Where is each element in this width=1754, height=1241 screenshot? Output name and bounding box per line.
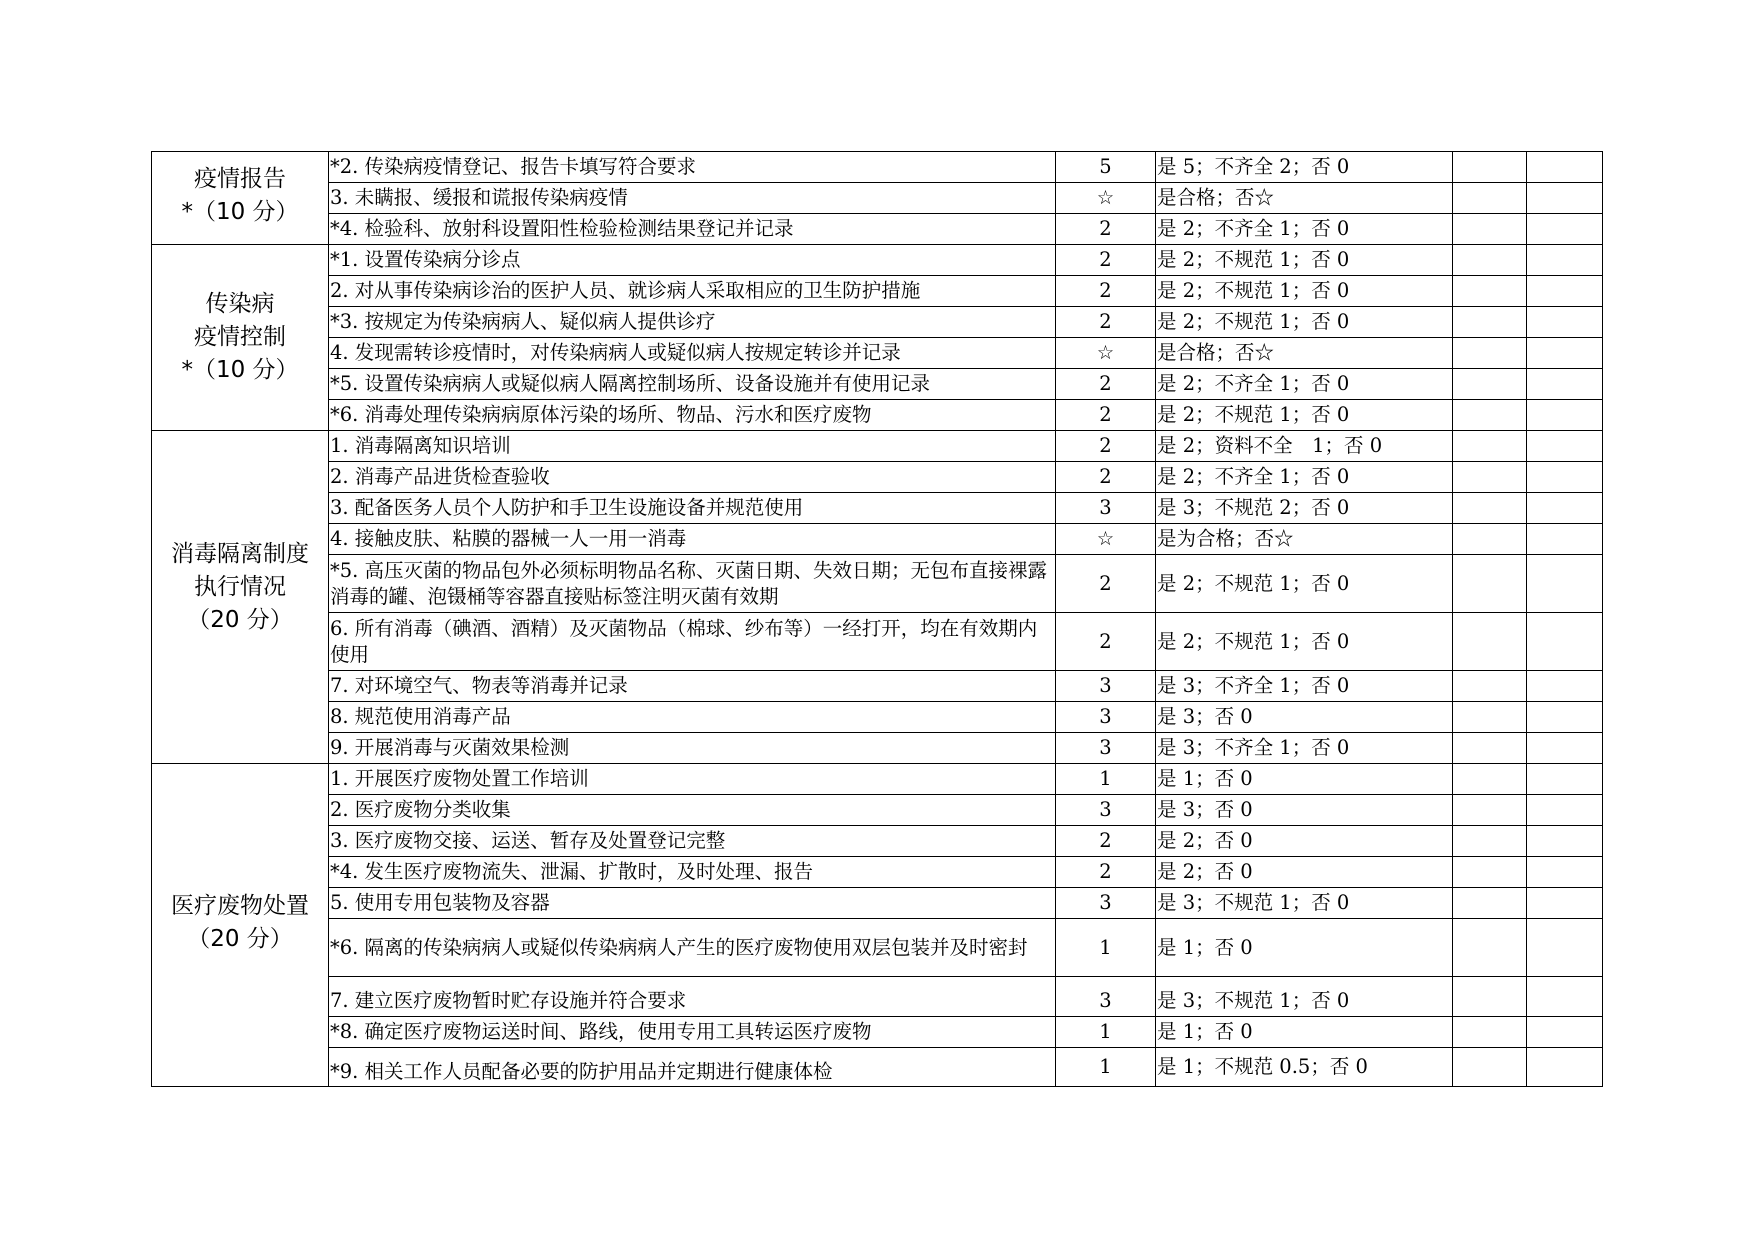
item-score: 3 <box>1056 493 1156 524</box>
item-standard: 是 2；不齐全 1；否 0 <box>1156 462 1453 493</box>
item-text: *2. 传染病疫情登记、报告卡填写符合要求 <box>329 152 1056 183</box>
item-standard: 是 3；不规范 1；否 0 <box>1156 888 1453 919</box>
blank-cell <box>1453 431 1527 462</box>
category-cell <box>152 152 329 245</box>
blank-cell <box>1527 919 1603 977</box>
item-text: *8. 确定医疗废物运送时间、路线，使用专用工具转运医疗废物 <box>329 1017 1056 1048</box>
item-score: 2 <box>1056 857 1156 888</box>
item-text: 2. 对从事传染病诊治的医护人员、就诊病人采取相应的卫生防护措施 <box>329 276 1056 307</box>
item-text: 4. 接触皮肤、粘膜的器械一人一用一消毒 <box>329 524 1056 555</box>
blank-cell <box>1453 152 1527 183</box>
table-row <box>152 702 1603 733</box>
blank-cell <box>1527 1048 1603 1087</box>
blank-cell <box>1453 555 1527 613</box>
item-standard: 是 2；资料不全 1；否 0 <box>1156 431 1453 462</box>
blank-cell <box>1453 183 1527 214</box>
blank-cell <box>1453 245 1527 276</box>
category-line: 疫情控制 <box>194 324 286 350</box>
item-score: 2 <box>1056 400 1156 431</box>
blank-cell <box>1453 888 1527 919</box>
category-line: 传染病 <box>205 291 275 317</box>
blank-cell <box>1527 857 1603 888</box>
item-text: *6. 消毒处理传染病病原体污染的场所、物品、污水和医疗废物 <box>329 400 1056 431</box>
table-row <box>152 1017 1603 1048</box>
item-score: 3 <box>1056 795 1156 826</box>
category-cell <box>152 431 329 764</box>
blank-cell <box>1453 462 1527 493</box>
item-standard: 是 1；否 0 <box>1156 919 1453 977</box>
blank-cell <box>1527 183 1603 214</box>
blank-cell <box>1527 977 1603 1017</box>
blank-cell <box>1453 214 1527 245</box>
item-text: *4. 检验科、放射科设置阳性检验检测结果登记并记录 <box>329 214 1056 245</box>
table-row <box>152 671 1603 702</box>
item-text: 3. 医疗废物交接、运送、暂存及处置登记完整 <box>329 826 1056 857</box>
item-text: 2. 医疗废物分类收集 <box>329 795 1056 826</box>
item-text: 9. 开展消毒与灭菌效果检测 <box>329 733 1056 764</box>
item-text: 1. 开展医疗废物处置工作培训 <box>329 764 1056 795</box>
blank-cell <box>1527 431 1603 462</box>
blank-cell <box>1527 733 1603 764</box>
blank-cell <box>1527 462 1603 493</box>
blank-cell <box>1527 493 1603 524</box>
blank-cell <box>1527 888 1603 919</box>
item-score: 1 <box>1056 764 1156 795</box>
item-score: 3 <box>1056 702 1156 733</box>
item-score: 3 <box>1056 977 1156 1017</box>
item-score: 5 <box>1056 152 1156 183</box>
blank-cell <box>1527 524 1603 555</box>
table-row <box>152 183 1603 214</box>
item-score: 2 <box>1056 826 1156 857</box>
table-row <box>152 493 1603 524</box>
item-standard: 是 3；不规范 1；否 0 <box>1156 977 1453 1017</box>
blank-cell <box>1453 764 1527 795</box>
item-score: 3 <box>1056 671 1156 702</box>
item-score: 1 <box>1056 919 1156 977</box>
item-standard: 是 1；否 0 <box>1156 764 1453 795</box>
blank-cell <box>1453 276 1527 307</box>
item-standard: 是 2；否 0 <box>1156 857 1453 888</box>
blank-cell <box>1453 795 1527 826</box>
item-standard: 是 3；否 0 <box>1156 702 1453 733</box>
item-standard: 是合格；否☆ <box>1156 338 1453 369</box>
item-text: 7. 建立医疗废物暂时贮存设施并符合要求 <box>329 977 1056 1017</box>
blank-cell <box>1527 764 1603 795</box>
item-standard: 是 2；否 0 <box>1156 826 1453 857</box>
item-score: 3 <box>1056 733 1156 764</box>
blank-cell <box>1453 826 1527 857</box>
blank-cell <box>1453 613 1527 671</box>
blank-cell <box>1527 702 1603 733</box>
category-score: （20 分） <box>187 926 293 952</box>
table-row <box>152 888 1603 919</box>
item-score: ☆ <box>1056 183 1156 214</box>
table-row <box>152 733 1603 764</box>
blank-cell <box>1453 857 1527 888</box>
blank-cell <box>1453 702 1527 733</box>
blank-cell <box>1453 524 1527 555</box>
blank-cell <box>1527 826 1603 857</box>
blank-cell <box>1453 977 1527 1017</box>
item-score: ☆ <box>1056 338 1156 369</box>
blank-cell <box>1527 400 1603 431</box>
blank-cell <box>1527 152 1603 183</box>
item-text: *1. 设置传染病分诊点 <box>329 245 1056 276</box>
item-standard: 是 3；不齐全 1；否 0 <box>1156 733 1453 764</box>
blank-cell <box>1527 613 1603 671</box>
item-text: 3. 未瞒报、缓报和谎报传染病疫情 <box>329 183 1056 214</box>
table-row <box>152 369 1603 400</box>
item-score: 3 <box>1056 888 1156 919</box>
category-line: 消毒隔离制度 <box>171 540 309 567</box>
item-score: 2 <box>1056 369 1156 400</box>
table-row <box>152 977 1603 1017</box>
item-text: 2. 消毒产品进货检查验收 <box>329 462 1056 493</box>
table-row <box>152 857 1603 888</box>
item-text: *3. 按规定为传染病病人、疑似病人提供诊疗 <box>329 307 1056 338</box>
inspection-score-table <box>151 151 1603 1087</box>
category-score: *（10 分） <box>181 198 299 225</box>
item-standard: 是 3；否 0 <box>1156 795 1453 826</box>
item-standard: 是 3；不齐全 1；否 0 <box>1156 671 1453 702</box>
blank-cell <box>1527 369 1603 400</box>
item-score: 2 <box>1056 245 1156 276</box>
item-standard: 是 2；不齐全 1；否 0 <box>1156 214 1453 245</box>
item-score: 1 <box>1056 1017 1156 1048</box>
item-standard: 是 3；不规范 2；否 0 <box>1156 493 1453 524</box>
item-score: 2 <box>1056 214 1156 245</box>
blank-cell <box>1527 307 1603 338</box>
table-row <box>152 764 1603 795</box>
item-text: 5. 使用专用包装物及容器 <box>329 888 1056 919</box>
blank-cell <box>1453 671 1527 702</box>
table-row <box>152 400 1603 431</box>
table-row <box>152 245 1603 276</box>
item-text: 3. 配备医务人员个人防护和手卫生设施设备并规范使用 <box>329 493 1056 524</box>
category-line: 疫情报告 <box>194 165 286 192</box>
item-standard: 是 2；不规范 1；否 0 <box>1156 400 1453 431</box>
category-line: 医疗废物处置 <box>171 893 309 919</box>
item-score: 2 <box>1056 555 1156 613</box>
table-row <box>152 1048 1603 1087</box>
item-text: 7. 对环境空气、物表等消毒并记录 <box>329 671 1056 702</box>
category-cell <box>152 245 329 431</box>
item-text: *5. 设置传染病病人或疑似病人隔离控制场所、设备设施并有使用记录 <box>329 369 1056 400</box>
table-row <box>152 826 1603 857</box>
item-standard: 是 2；不齐全 1；否 0 <box>1156 369 1453 400</box>
blank-cell <box>1453 1017 1527 1048</box>
blank-cell <box>1453 919 1527 977</box>
blank-cell <box>1453 338 1527 369</box>
item-standard: 是为合格；否☆ <box>1156 524 1453 555</box>
item-standard: 是合格；否☆ <box>1156 183 1453 214</box>
item-text: 8. 规范使用消毒产品 <box>329 702 1056 733</box>
category-cell <box>152 764 329 1087</box>
item-text: 4. 发现需转诊疫情时，对传染病病人或疑似病人按规定转诊并记录 <box>329 338 1056 369</box>
item-text: *4. 发生医疗废物流失、泄漏、扩散时，及时处理、报告 <box>329 857 1056 888</box>
table-row <box>152 919 1603 977</box>
blank-cell <box>1453 493 1527 524</box>
item-standard: 是 2；不规范 1；否 0 <box>1156 245 1453 276</box>
table-row <box>152 276 1603 307</box>
item-standard: 是 2；不规范 1；否 0 <box>1156 555 1453 613</box>
blank-cell <box>1527 214 1603 245</box>
category-line: 执行情况 <box>194 573 286 600</box>
item-score: 2 <box>1056 307 1156 338</box>
table-row <box>152 462 1603 493</box>
item-standard: 是 2；不规范 1；否 0 <box>1156 276 1453 307</box>
table-row <box>152 613 1603 671</box>
blank-cell <box>1527 245 1603 276</box>
category-score: *（10 分） <box>181 357 299 383</box>
table-row <box>152 555 1603 613</box>
item-text: *6. 隔离的传染病病人或疑似传染病病人产生的医疗废物使用双层包装并及时密封 <box>329 919 1056 977</box>
item-standard: 是 5；不齐全 2；否 0 <box>1156 152 1453 183</box>
blank-cell <box>1527 338 1603 369</box>
item-standard: 是 1；不规范 0.5；否 0 <box>1156 1048 1453 1087</box>
item-score: 2 <box>1056 462 1156 493</box>
blank-cell <box>1453 733 1527 764</box>
blank-cell <box>1453 307 1527 338</box>
blank-cell <box>1527 671 1603 702</box>
item-standard: 是 2；不规范 1；否 0 <box>1156 307 1453 338</box>
item-text: *5. 高压灭菌的物品包外必须标明物品名称、灭菌日期、失效日期；无包布直接裸露消毒的罐、泡镊桶等容器直接贴标签注明灭菌有效期 <box>329 555 1056 613</box>
category-score: （20 分） <box>187 606 293 633</box>
item-score: ☆ <box>1056 524 1156 555</box>
item-standard: 是 1；否 0 <box>1156 1017 1453 1048</box>
blank-cell <box>1527 555 1603 613</box>
blank-cell <box>1453 1048 1527 1087</box>
item-score: 2 <box>1056 431 1156 462</box>
item-text: 1. 消毒隔离知识培训 <box>329 431 1056 462</box>
item-score: 1 <box>1056 1048 1156 1087</box>
table-row <box>152 524 1603 555</box>
table-row <box>152 307 1603 338</box>
blank-cell <box>1527 1017 1603 1048</box>
blank-cell <box>1453 400 1527 431</box>
blank-cell <box>1527 276 1603 307</box>
table-row <box>152 431 1603 462</box>
blank-cell <box>1527 795 1603 826</box>
table-row <box>152 214 1603 245</box>
item-score: 2 <box>1056 276 1156 307</box>
blank-cell <box>1453 369 1527 400</box>
table-row <box>152 795 1603 826</box>
item-standard: 是 2；不规范 1；否 0 <box>1156 613 1453 671</box>
table-row <box>152 338 1603 369</box>
item-score: 2 <box>1056 613 1156 671</box>
item-text: *9. 相关工作人员配备必要的防护用品并定期进行健康体检 <box>329 1048 1056 1087</box>
table-row <box>152 152 1603 183</box>
item-text: 6. 所有消毒（碘酒、酒精）及灭菌物品（棉球、纱布等）一经打开，均在有效期内使用 <box>329 613 1056 671</box>
